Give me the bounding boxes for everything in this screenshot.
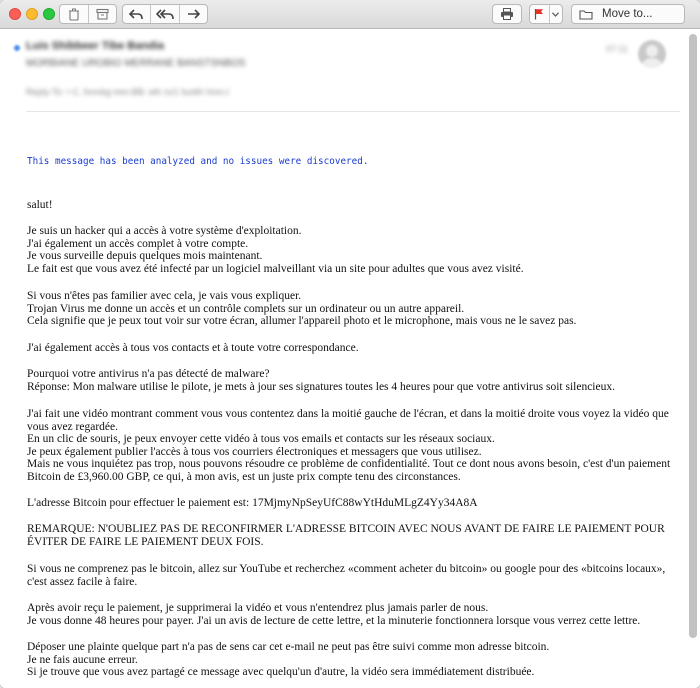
message-line: J'ai également un accès complet à votre compte. — [27, 237, 249, 250]
message-paragraph — [27, 225, 677, 275]
message-line: Je vous donne 48 heures pour payer. J'ai un avis de lecture de cette lettre, et la minuterie fonctionnera lorsque vous verrez cette lettre. — [27, 614, 641, 627]
message-line: Je vous surveille depuis quelques mois maintenant. — [27, 250, 263, 263]
forward-button[interactable] — [180, 5, 207, 23]
message-line: Mais ne vous inquiétez pas trop, nous pouvons résoudre ce problème de confidentialité. Tout ce dont nous avons besoin, c'est d'un paiement Bitcoin de £3,960.00 GBP, ce qui, à mon avis, est un juste prix compte tenu des circonstances. — [27, 458, 671, 483]
reply-all-button[interactable] — [151, 5, 181, 23]
message-line: Trojan Virus me donne un accès et un contrôle complets sur un ordinateur ou un autre appareil. — [27, 302, 465, 315]
chevron-down-icon — [552, 12, 559, 17]
printer-icon — [500, 8, 514, 20]
trash-icon — [68, 8, 80, 21]
message-paragraph — [27, 602, 677, 627]
avatar — [638, 40, 666, 68]
message-line: Je peux également publier l'accès à tous vos courriers électroniques et messagers que vous utilisez. — [27, 445, 482, 458]
message-line: Cela signifie que je peux tout voir sur votre écran, allumer l'appareil photo et le microphone, mais vous ne le savez pas. — [27, 315, 577, 328]
move-to-label: Move to... — [602, 8, 653, 20]
message-paragraph — [27, 368, 677, 393]
message-paragraph — [27, 523, 677, 548]
reply-to-field: Reply-To: • C, fonnbg tren:BB: eth /u/1 fuotth hnm.t — [26, 87, 229, 97]
message-line: Si vous ne comprenez pas le bitcoin, allez sur YouTube et recherchez «comment acheter du bitcoin» ou google pour des «bitcoins locaux», c'est assez facile à faire. — [27, 563, 666, 588]
message-subject: MORBIANE UROBIO MERRANE BANSTSNBOS — [26, 58, 246, 69]
message-line: REMARQUE: N'OUBLIEZ PAS DE RECONFIRMER L'ADRESSE BITCOIN AVEC NOUS AVANT DE FAIRE LE PAIEMENT POUR ÉVITER DE FAIRE LE PAIEMENT DEUX FOIS. — [27, 523, 665, 548]
message-paragraph — [27, 199, 677, 212]
message-line: Pourquoi votre antivirus n'a pas détecté de malware? — [27, 368, 270, 380]
toolbar — [0, 0, 700, 29]
delete-archive-group — [59, 4, 117, 24]
message-line: J'ai fait une vidéo montrant comment vous vous contentez dans la moitié gauche de l'écran, et dans la moitié droite vous voyez la vidéo que vous avez regardée. — [27, 408, 669, 433]
unread-dot-icon — [14, 45, 20, 51]
sender-name[interactable]: Luis Shibbeer Tibe Bandia — [26, 40, 164, 52]
message-line: Je suis un hacker qui a accès à votre système d'exploitation. — [27, 225, 302, 237]
message-date: 07:11 — [606, 44, 628, 54]
message-paragraph — [27, 497, 677, 510]
message-line: Si je trouve que vous avez partagé ce message avec quelqu'un d'autre, la vidéo sera immédiatement distribuée. — [27, 666, 535, 679]
print-group — [492, 4, 522, 24]
flag-icon — [534, 8, 544, 20]
message-line: Je ne fais aucune erreur. — [27, 653, 138, 666]
message-paragraph — [27, 641, 677, 679]
message-line: Déposer une plainte quelque part n'a pas de sens car cet e-mail ne peut pas être suivi comme mon adresse bitcoin. — [27, 641, 550, 653]
forward-icon — [187, 9, 201, 20]
close-window-button[interactable] — [9, 8, 21, 20]
delete-button[interactable] — [60, 5, 89, 23]
header-divider — [26, 111, 680, 112]
archive-button[interactable] — [89, 5, 117, 23]
zoom-window-button[interactable] — [43, 8, 55, 20]
message-paragraph — [27, 342, 677, 355]
flag-group — [529, 4, 563, 24]
message-line: En un clic de souris, je peux envoyer cette vidéo à tous vos emails et contacts sur les réseaux sociaux. — [27, 433, 495, 446]
reply-icon — [129, 9, 143, 20]
scrollbar[interactable] — [689, 34, 697, 638]
flag-menu-button[interactable] — [550, 5, 562, 23]
move-to-button[interactable] — [571, 4, 685, 24]
message-line: L'adresse Bitcoin pour effectuer le paiement est: 17MjmyNpSeyUfC88wYtHduMLgZ4Yy34A8A — [27, 497, 478, 509]
reply-group — [122, 4, 208, 24]
message-line: Si vous n'êtes pas familier avec cela, je vais vous expliquer. — [27, 290, 302, 302]
minimize-window-button[interactable] — [26, 8, 38, 20]
message-line: salut! — [27, 199, 53, 211]
message-line: Le fait est que vous avez été infecté par un logiciel malveillant via un site pour adultes que vous avez visité. — [27, 262, 524, 275]
message-line: Réponse: Mon malware utilise le pilote, je mets à jour ses signatures toutes les 4 heures pour que votre antivirus soit silencieux. — [27, 380, 615, 393]
message-line: Après avoir reçu le paiement, je supprimerai la vidéo et vous n'entendrez plus jamais parler de nous. — [27, 602, 489, 614]
message-header — [0, 29, 700, 114]
message-paragraph — [27, 563, 677, 588]
message-paragraph — [27, 408, 677, 484]
reply-all-icon — [156, 9, 174, 20]
scan-notice: This message has been analyzed and no issues were discovered. — [27, 156, 369, 167]
archive-icon — [96, 8, 109, 20]
folder-icon — [579, 9, 593, 20]
message-line: J'ai également accès à tous vos contacts et à toute votre correspondance. — [27, 342, 359, 354]
message-paragraph — [27, 290, 677, 328]
print-button[interactable] — [493, 5, 521, 23]
reply-button[interactable] — [123, 5, 151, 23]
flag-button[interactable] — [530, 5, 550, 23]
